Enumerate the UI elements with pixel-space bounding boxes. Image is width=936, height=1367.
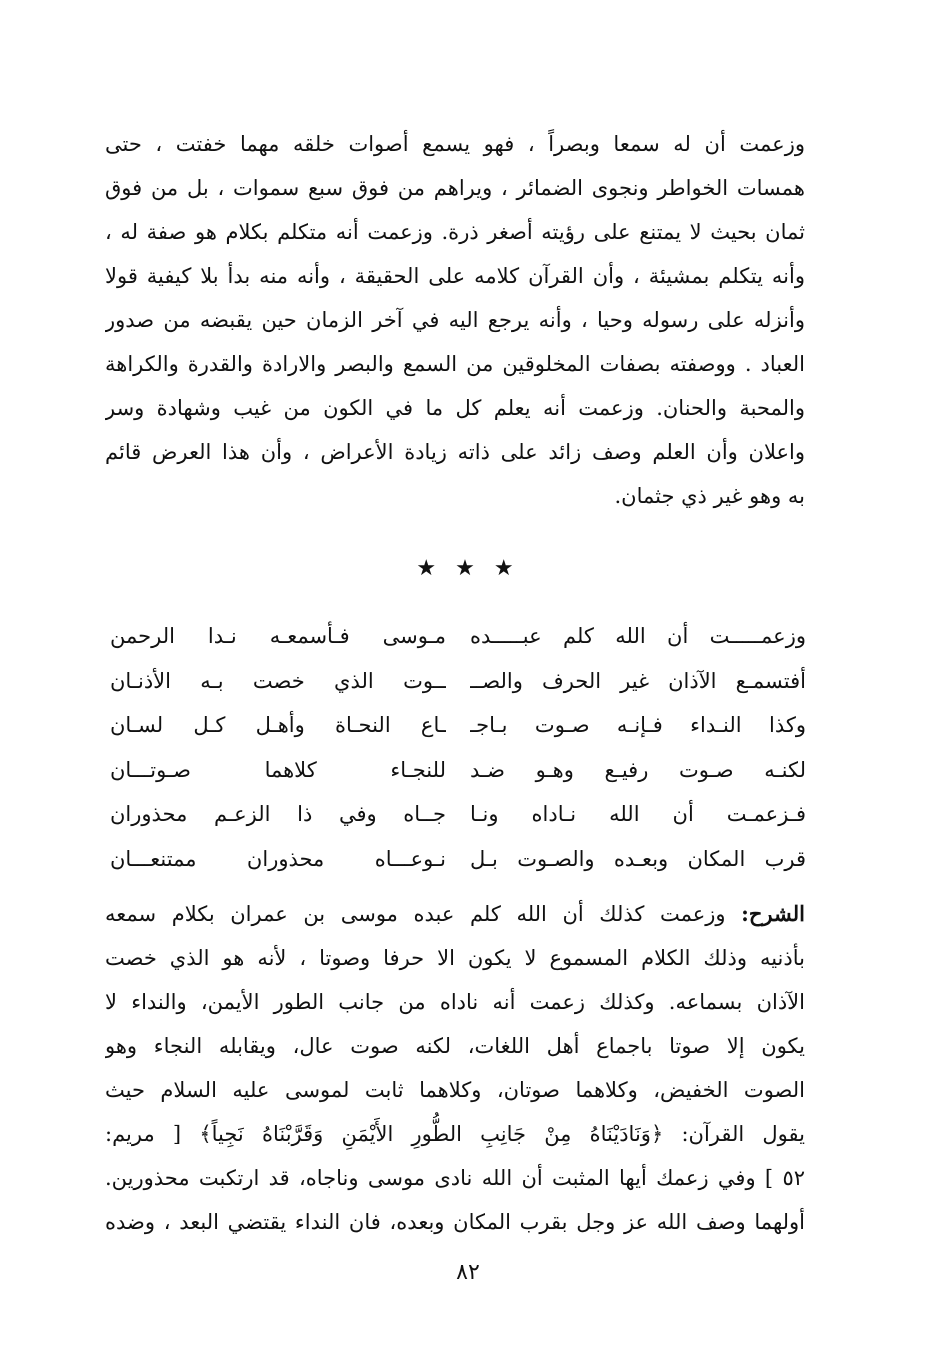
poem-verse [110,614,806,659]
verse-second-hemistich: جــاه وفي ذا الزعـم محذوران [110,802,446,827]
poem-verse [110,748,806,793]
verse-first-hemistich: وزعمـــــت أن الله كلم عبـــــده [470,624,806,648]
poem [110,614,806,882]
paragraph-1 [105,122,805,518]
commentary-paragraph [105,892,805,1244]
text-line: ثمان بحيث لا يمتنع على رؤيته أصغر ذرة. وزعمت أنه متكلم بكلام هو صفة له ، [105,220,805,244]
verse-first-hemistich: لكنـه صـوت رفيـع وهـو ضـد [470,757,806,782]
text-line: الآذان بسماعه. وكذلك زعمت أنه ناداه من جانب الطور الأيمن، والنداء لا [105,990,805,1014]
text-line: همسات الخواطر ونجوى الضمائر ، ويراهم من فوق سبع سموات ، بل من فوق [105,176,805,200]
verse-second-hemistich: نـوعـــاه محذوران ممتنعـــان [110,846,446,871]
text-line: الصوت الخفيض، وكلاهما صوتان، وكلاهما ثابت لموسى عليه السلام حيث [105,1078,805,1102]
text-line [105,892,805,936]
page-number: ٨٢ [456,1260,480,1285]
text-line: وأنه يتكلم بمشيئة ، وأن القرآن كلامه على الحقيقة ، وأنه منه بدأ بلا كيفية قولا [105,264,805,288]
verse-second-hemistich: للنجـاء كلاهما صـوتـــان [110,757,446,782]
text-line: وزعمت أن له سمعا وبصراً ، فهو يسمع أصوات خلقه مهما خفتت ، حتى [105,132,805,156]
text-line: وأنزله على رسوله وحيا ، وأنه يرجع اليه في آخر الزمان حين يقبضه من صدور [105,308,805,332]
poem-verse [110,792,806,837]
text-line: أولهما وصف الله عز وجل بقرب المكان وبعده، فان النداء يقتضي البعد ، وضده [105,1210,805,1234]
text-line: والمحبة والحنان. وزعمت أنه يعلم كل ما في الكون من غيب وشهادة وسر [105,396,805,420]
verse-first-hemistich: فـزعمـت أن الله نـاداه ونـا [470,802,806,827]
text-line: به وهو غير ذي جثمان. [614,484,805,508]
verse-first-hemistich: قرب المكان وبعـده والصـوت بـل [470,846,806,871]
verse-second-hemistich: ـاع النحـاة وأهـل كـل لسـان [110,713,446,738]
verse-second-hemistich: مـوسى فـأسمعـه نـدا الرحمن [110,624,446,648]
poem-verse [110,659,806,704]
text-line: واعلان وأن العلم وصف زائد على ذاته زيادة الأعراض ، وأن هذا العرض قائم [105,440,805,464]
text-line: ٥٢ ] وفي زعمك أيها المثبت أن الله نادى موسى وناجاه، قد ارتكبت محذورين. [105,1166,805,1190]
text-line: العباد . ووصفته بصفات المخلوقين من السمع والبصر والارادة والقدرة والكراهة [105,352,805,376]
text-line: يقول القرآن: ﴿وَنَادَيْنَاهُ مِنْ جَانِبِ الطُّورِ الأَيْمَنِ وَقَرَّبْنَاهُ نَجِياً﴾ [ مريم: [105,1122,805,1146]
section-divider: ★ ★ ★ [416,556,520,581]
verse-second-hemistich: ــوت الذي خصت بـه الأذنـان [110,668,446,693]
verse-first-hemistich: أفتسمـع الآذان غير الحرف والصــ [470,668,806,693]
text-line: يكون إلا صوتا باجماع أهل اللغات، لكنه صوت عال، ويقابله النجاء وهو [105,1034,805,1058]
poem-verse [110,703,806,748]
verse-first-hemistich: وكذا النـداء فـإنـه صـوت بـاجـ [470,713,806,738]
text-line: بأذنيه وذلك الكلام المسموع لا يكون الا حرفا وصوتا ، لأنه هو الذي خصت [105,946,805,970]
poem-verse [110,837,806,882]
commentary-label: الشرح: [741,901,805,926]
commentary-first-line: وزعمت كذلك أن الله كلم عبده موسى بن عمران بكلام سمعه [105,902,742,926]
